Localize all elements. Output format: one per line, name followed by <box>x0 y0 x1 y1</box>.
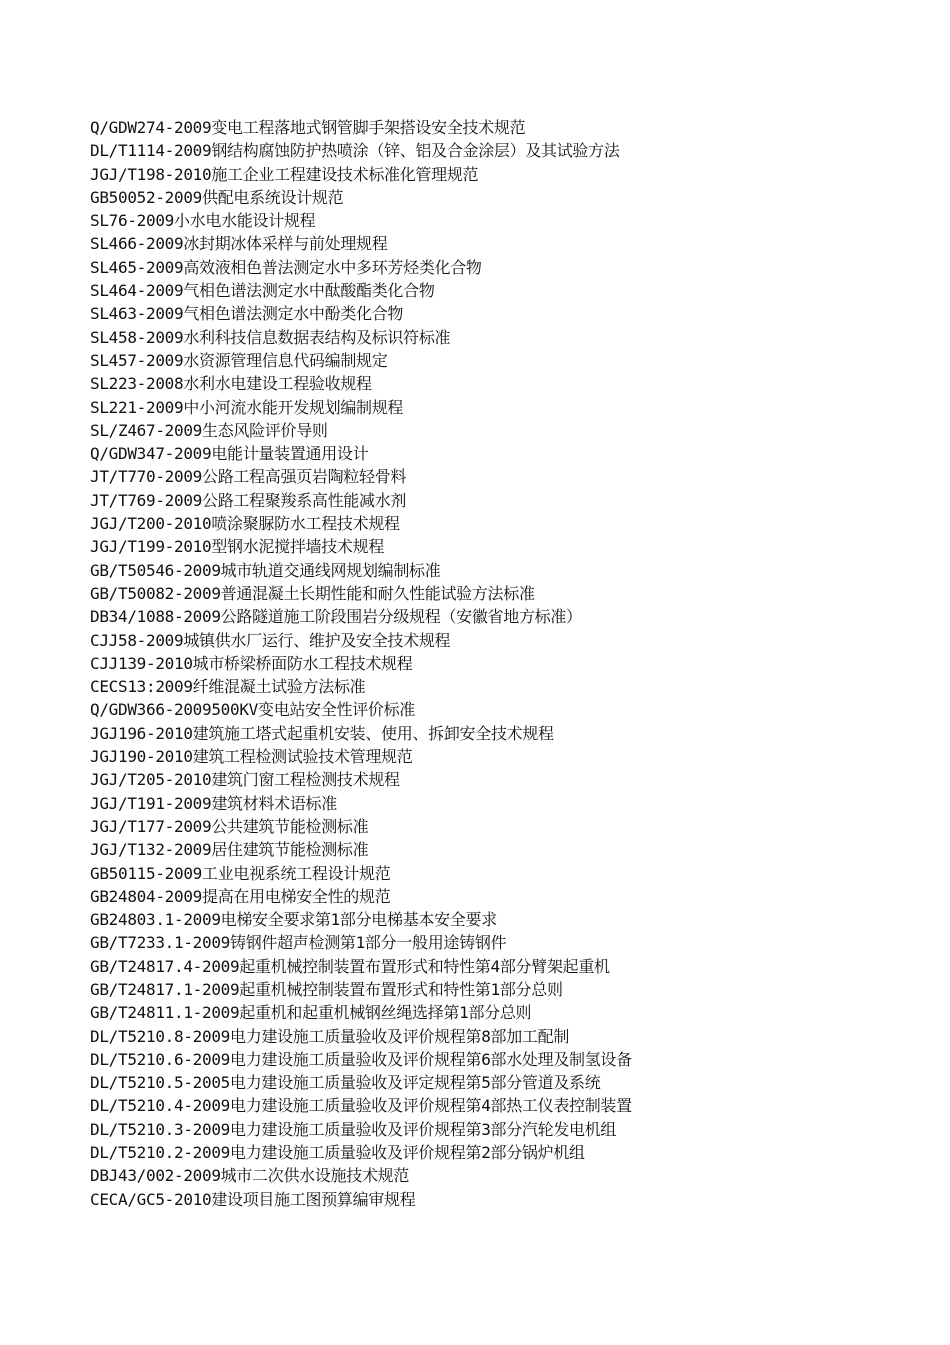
standard-line: GB50052-2009供配电系统设计规范 <box>90 187 344 207</box>
standard-line: DL/T5210.6-2009电力建设施工质量验收及评价规程第6部水处理及制氢设备 <box>90 1049 632 1069</box>
standard-line: DL/T5210.8-2009电力建设施工质量验收及评价规程第8部加工配制 <box>90 1026 570 1046</box>
standard-line: DL/T5210.5-2005电力建设施工质量验收及评定规程第5部分管道及系统 <box>90 1073 601 1093</box>
standard-line: GB/T24811.1-2009起重机和起重机械钢丝绳选择第1部分总则 <box>90 1003 532 1023</box>
standard-line: SL464-2009气相色谱法测定水中酞酸酯类化合物 <box>90 281 435 301</box>
standard-line: SL/Z467-2009生态风险评价导则 <box>90 420 328 440</box>
standard-line: GB24803.1-2009电梯安全要求第1部分电梯基本安全要求 <box>90 910 497 930</box>
standard-line: GB50115-2009工业电视系统工程设计规范 <box>90 863 391 883</box>
standard-line: SL223-2008水利水电建设工程验收规程 <box>90 374 372 394</box>
standard-line: GB/T24817.4-2009起重机械控制装置布置形式和特性第4部分臂架起重机 <box>90 956 610 976</box>
standard-line: SL457-2009水资源管理信息代码编制规定 <box>90 350 388 370</box>
standard-line: GB24804-2009提高在用电梯安全性的规范 <box>90 886 391 906</box>
standard-line: JGJ190-2010建筑工程检测试验技术管理规范 <box>90 747 413 767</box>
standard-line: JGJ/T205-2010建筑门窗工程检测技术规程 <box>90 770 400 790</box>
standard-line: JGJ/T198-2010施工企业工程建设技术标准化管理规范 <box>90 164 479 184</box>
standard-line: Q/GDW347-2009电能计量装置通用设计 <box>90 444 369 464</box>
standard-line: Q/GDW274-2009变电工程落地式钢管脚手架搭设安全技术规范 <box>90 118 526 137</box>
standard-line: JGJ/T177-2009公共建筑节能检测标准 <box>90 816 369 836</box>
standard-line: DBJ43/002-2009城市二次供水设施技术规范 <box>90 1166 410 1186</box>
standard-line: GB/T50546-2009城市轨道交通线网规划编制标准 <box>90 560 441 580</box>
standard-line: SL465-2009高效液相色普法测定水中多环芳烃类化合物 <box>90 257 482 277</box>
standard-line: DL/T5210.4-2009电力建设施工质量验收及评价规程第4部热工仪表控制装置 <box>90 1096 632 1116</box>
standard-line: SL458-2009水利科技信息数据表结构及标识符标准 <box>90 327 451 347</box>
standard-line: Q/GDW366-2009500KV变电站安全性评价标准 <box>90 700 415 720</box>
standard-line: DL/T1114-2009钢结构腐蚀防护热喷涂（锌、铝及合金涂层）及其试验方法 <box>90 141 620 161</box>
standard-line: JGJ196-2010建筑施工塔式起重机安装、使用、拆卸安全技术规程 <box>90 723 554 743</box>
standard-line: SL463-2009气相色谱法测定水中酚类化合物 <box>90 304 404 324</box>
standard-line: CJJ139-2010城市桥梁桥面防水工程技术规程 <box>90 653 413 673</box>
standard-line: DL/T5210.3-2009电力建设施工质量验收及评价规程第3部分汽轮发电机组 <box>90 1119 617 1139</box>
standard-line: JGJ/T132-2009居住建筑节能检测标准 <box>90 840 369 860</box>
standard-line: JT/T769-2009公路工程聚羧系高性能减水剂 <box>90 490 407 510</box>
standard-line: GB/T50082-2009普通混凝土长期性能和耐久性能试验方法标准 <box>90 583 535 603</box>
standard-line: JGJ/T199-2010型钢水泥搅拌墙技术规程 <box>90 537 385 557</box>
standard-line: CJJ58-2009城镇供水厂运行、维护及安全技术规程 <box>90 630 451 650</box>
standard-line: GB/T7233.1-2009铸钢件超声检测第1部分一般用途铸钢件 <box>90 933 507 953</box>
standard-line: JGJ/T191-2009建筑材料术语标准 <box>90 793 337 813</box>
standard-line: SL466-2009冰封期冰体采样与前处理规程 <box>90 234 388 254</box>
standard-line: CECS13:2009纤维混凝土试验方法标准 <box>90 677 366 697</box>
standard-line: CECA/GC5-2010建设项目施工图预算编审规程 <box>90 1189 416 1209</box>
standard-line: GB/T24817.1-2009起重机械控制装置布置形式和特性第1部分总则 <box>90 979 563 999</box>
standard-line: JGJ/T200-2010喷涂聚脲防水工程技术规程 <box>90 514 400 534</box>
standard-line: SL221-2009中小河流水能开发规划编制规程 <box>90 397 404 417</box>
standard-line: DB34/1088-2009公路隧道施工阶段围岩分级规程（安徽省地方标准） <box>90 607 582 627</box>
standard-line: JT/T770-2009公路工程高强页岩陶粒轻骨料 <box>90 467 407 487</box>
standard-line: SL76-2009小水电水能设计规程 <box>90 211 316 231</box>
standard-line: DL/T5210.2-2009电力建设施工质量验收及评价规程第2部分锅炉机组 <box>90 1143 585 1163</box>
standards-list <box>90 116 632 1211</box>
